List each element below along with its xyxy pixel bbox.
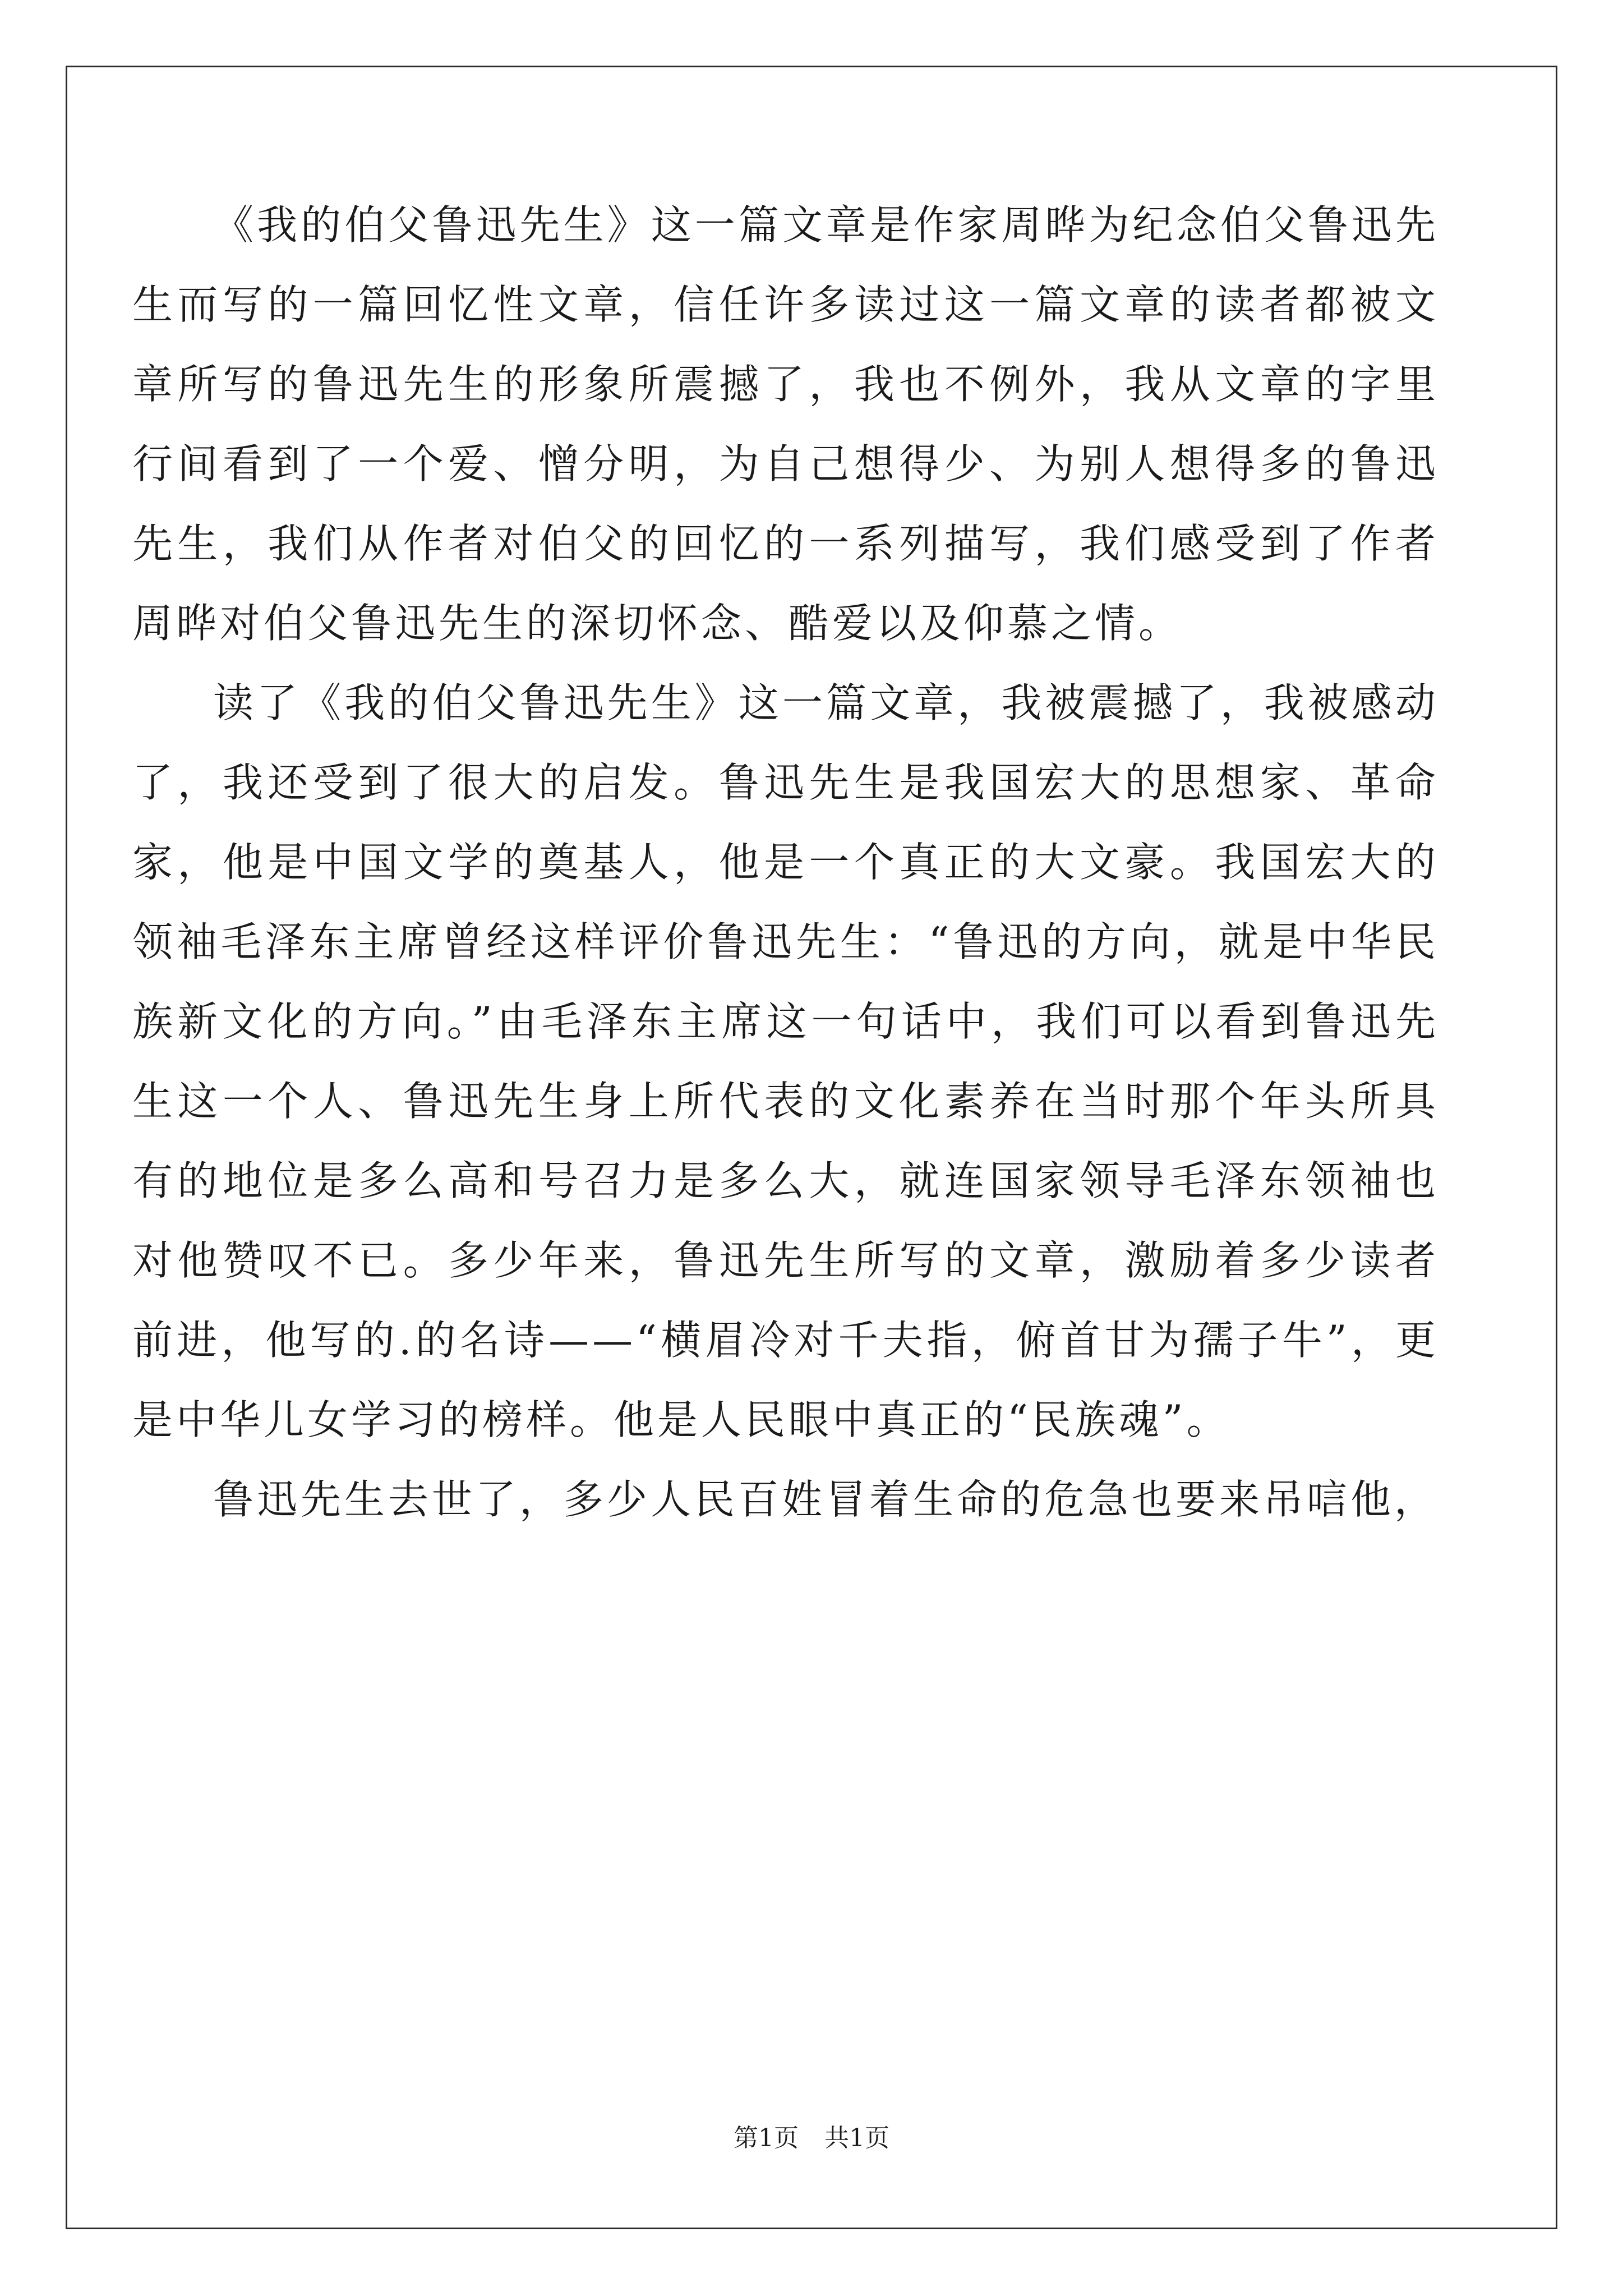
- paragraph-2: 读了《我的伯父鲁迅先生》这一篇文章，我被震撼了，我被感动了，我还受到了很大的启发。鲁迅先生是我国宏大的思想家、革命家，他是中国文学的奠基人，他是一个真正的大文豪。我国宏大的领袖毛泽东主席曾经这样评价鲁迅先生：“鲁迅的方向，就是中华民族新文化的方向。”由毛泽东主席这一句话中，我们可以看到鲁迅先生这一个人、鲁迅先生身上所代表的文化素养在当时那个年头所具有的地位是多么高和号召力是多么大，就连国家领导毛泽东领袖也对他赞叹不已。多少年来，鲁迅先生所写的文章，激励着多少读者前进，他写的.的名诗——“横眉冷对千夫指，俯首甘为孺子牛”，更是中华儿女学习的榜样。他是人民眼中真正的“民族魂”。: [132, 679, 1439, 1443]
- page-number-current: 第1页: [734, 2124, 799, 2152]
- page-footer: [0, 2122, 1623, 2155]
- paragraph-1: 《我的伯父鲁迅先生》这一篇文章是作家周晔为纪念伯父鲁迅先生而写的一篇回忆性文章，信任许多读过这一篇文章的读者都被文章所写的鲁迅先生的形象所震撼了，我也不例外，我从文章的字里行间看到了一个爱、憎分明，为自己想得少、为别人想得多的鲁迅先生，我们从作者对伯父的回忆的一系列描写，我们感受到了作者周晔对伯父鲁迅先生的深切怀念、酷爱以及仰慕之情。: [132, 201, 1439, 647]
- paragraph-3: 鲁迅先生去世了，多少人民百姓冒着生命的危急也要来吊唁他，: [213, 1476, 1438, 1523]
- document-body: [132, 185, 1439, 2019]
- page-number-total: 共1页: [824, 2124, 889, 2152]
